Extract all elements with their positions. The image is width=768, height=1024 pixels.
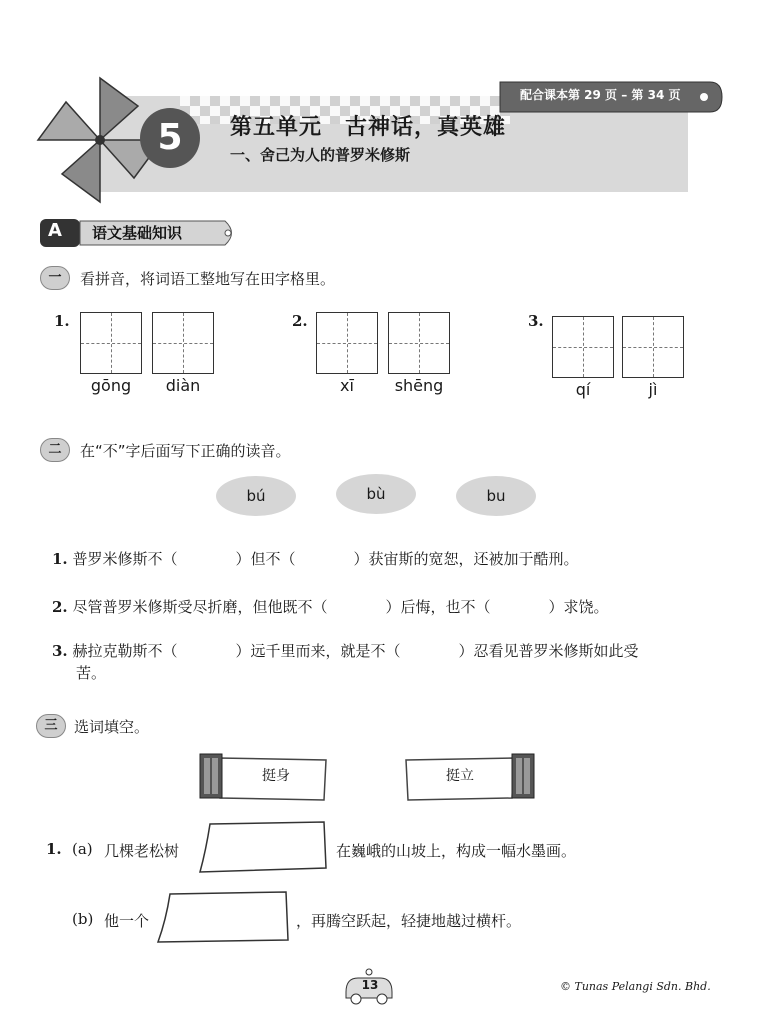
q3-sub-label: (a) xyxy=(72,840,93,858)
sentence-part: 赫拉克勒斯不（ xyxy=(72,642,178,660)
question-2-instruction: 在“不”字后面写下正确的读音。 xyxy=(80,442,291,460)
question-2-number: 二 xyxy=(40,438,70,462)
sentence-part: ）但不（ xyxy=(235,550,296,568)
pinyin-label: qí xyxy=(575,380,591,399)
section-a-title: 语文基础知识 xyxy=(92,224,183,242)
unit-title: 第五单元 古神话，真英雄 xyxy=(230,115,507,140)
pinyin-option: bù xyxy=(336,474,416,514)
sentence-part: ）后悔，也不（ xyxy=(385,598,491,616)
pinyin-label: shēng xyxy=(394,376,444,395)
tianzige-box[interactable] xyxy=(80,312,142,374)
tianzige-box[interactable] xyxy=(622,316,684,378)
q2-sentence-3 xyxy=(52,640,639,661)
answer-box[interactable] xyxy=(154,890,294,950)
copyright: © Tunas Pelangi Sdn. Bhd. xyxy=(560,980,711,993)
pinyin-label: jì xyxy=(648,380,658,399)
section-a-letter: A xyxy=(48,220,62,241)
tianzige-box[interactable] xyxy=(388,312,450,374)
sentence-part: ）忍看见普罗米修斯如此受 xyxy=(458,642,639,660)
page-number: 13 xyxy=(361,978,379,992)
sentence-part: 普罗米修斯不（ xyxy=(72,550,178,568)
q3-b-before: 他一个 xyxy=(104,912,150,930)
word-option-1: 挺身 xyxy=(262,768,290,784)
word-option-2: 挺立 xyxy=(446,768,474,784)
answer-box[interactable] xyxy=(196,820,332,878)
lesson-title: 一、舍己为人的普罗米修斯 xyxy=(230,146,411,164)
q2-sentence-3-continuation: 苦。 xyxy=(76,664,107,682)
pinyin-option: bú xyxy=(216,476,296,516)
sentence-part: ）远千里而来，就是不（ xyxy=(235,642,401,660)
pinyin-option: bu xyxy=(456,476,536,516)
textbook-reference: 配合课本第 29 页 – 第 34 页 xyxy=(520,88,681,102)
pinyin-label: gōng xyxy=(90,376,132,395)
q2-sentence-label: 2. xyxy=(52,598,68,616)
q1-item-2-label: 2. xyxy=(292,312,308,330)
tianzige-box[interactable] xyxy=(316,312,378,374)
q2-sentence-label: 1. xyxy=(52,550,68,568)
tianzige-box[interactable] xyxy=(152,312,214,374)
q2-sentence-2 xyxy=(52,596,609,617)
question-1-number: 一 xyxy=(40,266,70,290)
question-1-instruction: 看拼音，将词语工整地写在田字格里。 xyxy=(80,270,336,288)
pinyin-label: xī xyxy=(340,376,354,395)
unit-number-badge: 5 xyxy=(140,108,200,168)
q3-a-after: 在巍峨的山坡上，构成一幅水墨画。 xyxy=(336,842,577,860)
sentence-part: ）获宙斯的宽恕，还被加于酷刑。 xyxy=(353,550,579,568)
q2-sentence-label: 3. xyxy=(52,642,68,660)
q1-item-1-label: 1. xyxy=(54,312,70,330)
tianzige-box[interactable] xyxy=(552,316,614,378)
question-3-number: 三 xyxy=(36,714,66,738)
q1-item-3-label: 3. xyxy=(528,312,544,330)
q2-sentence-1 xyxy=(52,548,579,569)
pinyin-label: diàn xyxy=(165,376,201,395)
question-3-instruction: 选词填空。 xyxy=(74,718,150,736)
sentence-part: 尽管普罗米修斯受尽折磨，但他既不（ xyxy=(72,598,328,616)
q3-sub-label: (b) xyxy=(72,910,94,928)
q3-b-after: ，再腾空跃起，轻捷地越过横杆。 xyxy=(296,912,522,930)
q3-item-label: 1. xyxy=(46,840,62,858)
sentence-part: ）求饶。 xyxy=(548,598,609,616)
q3-a-before: 几棵老松树 xyxy=(104,842,180,860)
